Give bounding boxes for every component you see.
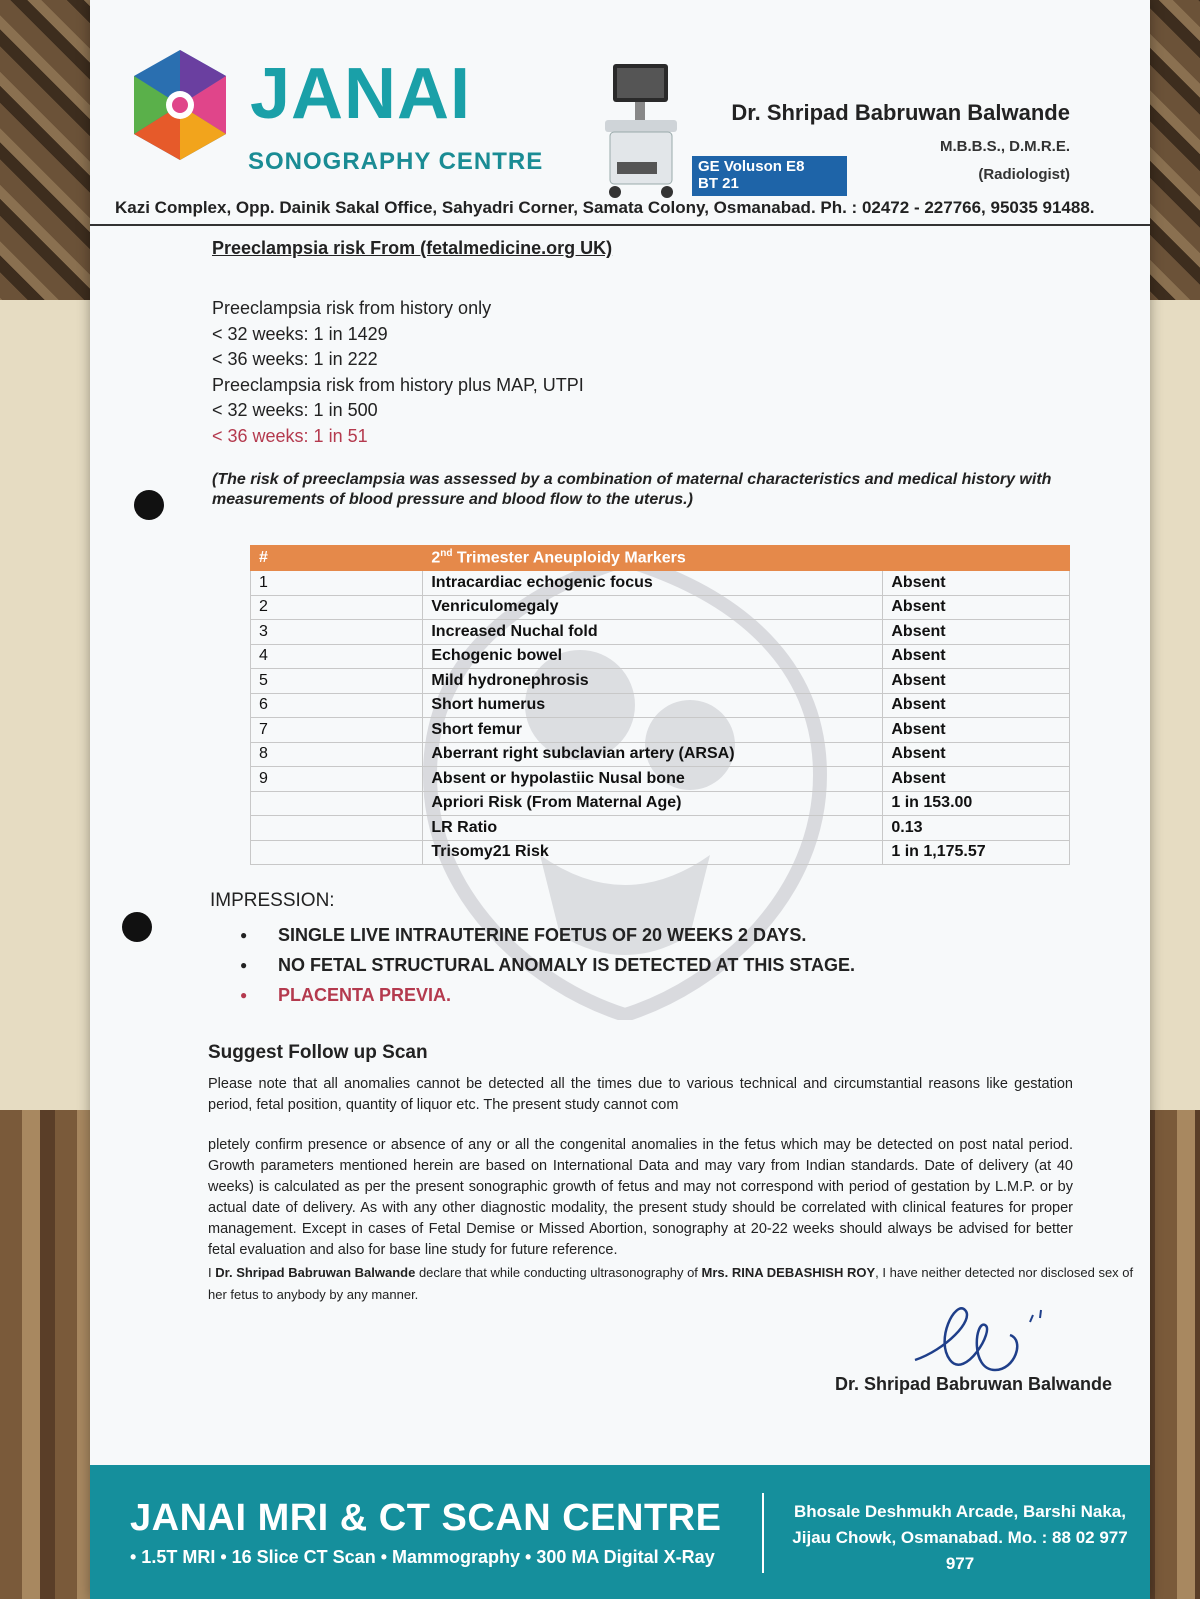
impression-item: ● SINGLE LIVE INTRAUTERINE FOETUS OF 20 WEEKS 2 DAYS. xyxy=(240,920,855,950)
table-row xyxy=(251,693,1070,718)
table-header-row xyxy=(251,546,1070,571)
impression-title: IMPRESSION: xyxy=(210,890,335,911)
preeclampsia-risks xyxy=(212,296,584,449)
table-row xyxy=(251,644,1070,669)
doctor-degrees: M.B.B.S., D.M.R.E. xyxy=(939,138,1070,155)
marker-name: Apriori Risk (From Maternal Age) xyxy=(423,791,883,816)
impression-item: ● NO FETAL STRUCTURAL ANOMALY IS DETECTED AT THIS STAGE. xyxy=(240,950,855,980)
marker-result: Absent xyxy=(883,620,1070,645)
row-number: 7 xyxy=(251,718,423,743)
table-row xyxy=(251,840,1070,865)
footer-address-line2: Jijau Chowk, Osmanabad. Mo. : 88 02 977 977 xyxy=(792,1528,1128,1573)
footer-address-line1: Bhosale Deshmukh Arcade, Barshi Naka, xyxy=(794,1502,1126,1521)
table-row xyxy=(251,595,1070,620)
marker-name: Venriculomegaly xyxy=(423,595,883,620)
row-number: 3 xyxy=(251,620,423,645)
row-number: 8 xyxy=(251,742,423,767)
table-row xyxy=(251,571,1070,596)
impression-item: ● PLACENTA PREVIA. xyxy=(240,980,855,1010)
followup-title: Suggest Follow up Scan xyxy=(208,1042,428,1063)
signatory-name: Dr. Shripad Babruwan Balwande xyxy=(835,1374,1113,1394)
marker-result: Absent xyxy=(883,644,1070,669)
marker-name: Echogenic bowel xyxy=(423,644,883,669)
impression-list xyxy=(240,920,855,1010)
ultrasound-machine-icon xyxy=(595,62,690,202)
column-header-markers: 2nd Trimester Aneuploidy Markers xyxy=(423,546,1070,571)
marker-result: 0.13 xyxy=(883,816,1070,841)
marker-name: Trisomy21 Risk xyxy=(423,840,883,865)
table-row xyxy=(251,742,1070,767)
preeclampsia-title: Preeclampsia risk From (fetalmedicine.org UK) xyxy=(212,238,613,258)
header-divider xyxy=(90,224,1150,226)
machine-version: BT 21 xyxy=(698,175,739,192)
table-row xyxy=(251,620,1070,645)
brand-subtitle: SONOGRAPHY CENTRE xyxy=(248,148,544,175)
row-number xyxy=(251,791,423,816)
punch-hole xyxy=(122,912,152,942)
doctor-role: (Radiologist) xyxy=(978,166,1070,183)
marker-result: Absent xyxy=(883,571,1070,596)
marker-name: Intracardiac echogenic focus xyxy=(423,571,883,596)
marker-name: Increased Nuchal fold xyxy=(423,620,883,645)
machine-label xyxy=(692,156,847,196)
marker-result: Absent xyxy=(883,718,1070,743)
marker-name: Mild hydronephrosis xyxy=(423,669,883,694)
table-row xyxy=(251,767,1070,792)
aneuploidy-markers-table xyxy=(250,545,1070,865)
row-number: 9 xyxy=(251,767,423,792)
marker-name: LR Ratio xyxy=(423,816,883,841)
history-heading: Preeclampsia risk from history only xyxy=(212,298,492,318)
declaration: I Dr. Shripad Babruwan Balwande declare that while conducting ultrasonography of Mrs. RINA DEBASHISH ROY, I have neither detected nor disclosed sex of her fetus to anybody by any manner. xyxy=(208,1265,1134,1302)
report-paper xyxy=(90,0,1150,1599)
declaration-patient: Mrs. RINA DEBASHISH ROY xyxy=(701,1265,876,1280)
table-row xyxy=(251,816,1070,841)
marker-name: Short humerus xyxy=(423,693,883,718)
footer-address xyxy=(780,1499,1140,1577)
preeclampsia-note: (The risk of preeclampsia was assessed by a combination of maternal characteristics and medical history with measurements of blood pressure and blood flow to the uterus.) xyxy=(212,471,1052,508)
marker-result: Absent xyxy=(883,669,1070,694)
footer-centre-name: JANAI MRI & CT SCAN CENTRE xyxy=(130,1497,722,1539)
row-number: 6 xyxy=(251,693,423,718)
marker-result: Absent xyxy=(883,595,1070,620)
marker-result: 1 in 1,175.57 xyxy=(883,840,1070,865)
table-row xyxy=(251,718,1070,743)
brand-name: JANAI xyxy=(250,54,472,134)
doctor-name: Dr. Shripad Babruwan Balwande xyxy=(731,100,1070,125)
footer-divider xyxy=(762,1493,764,1573)
marker-name: Short femur xyxy=(423,718,883,743)
row-number xyxy=(251,840,423,865)
marker-result: Absent xyxy=(883,693,1070,718)
history-36-weeks: < 36 weeks: 1 in 222 xyxy=(212,349,378,369)
table-row xyxy=(251,669,1070,694)
marker-name: Absent or hypolastiic Nusal bone xyxy=(423,767,883,792)
marker-name: Aberrant right subclavian artery (ARSA) xyxy=(423,742,883,767)
marker-result: 1 in 153.00 xyxy=(883,791,1070,816)
row-number: 1 xyxy=(251,571,423,596)
machine-model: GE Voluson E8 xyxy=(698,158,805,175)
history-32-weeks: < 32 weeks: 1 in 1429 xyxy=(212,323,388,344)
footer-banner xyxy=(90,1465,1150,1599)
punch-hole xyxy=(134,490,164,520)
map-32-weeks: < 32 weeks: 1 in 500 xyxy=(212,400,378,420)
declaration-doctor: Dr. Shripad Babruwan Balwande xyxy=(215,1265,416,1280)
row-number: 4 xyxy=(251,644,423,669)
row-number: 5 xyxy=(251,669,423,694)
marker-result: Absent xyxy=(883,767,1070,792)
map-36-weeks: < 36 weeks: 1 in 51 xyxy=(212,425,368,446)
janai-logo-icon xyxy=(130,48,230,163)
map-heading: Preeclampsia risk from history plus MAP, UTPI xyxy=(212,374,584,395)
disclaimer-paragraph-1: Please note that all anomalies cannot be detected all the times due to various technical and circumstantial reasons like gestation period, fetal position, quantity of liquor etc. The present study cannot com xyxy=(208,1076,1073,1113)
clinic-address: Kazi Complex, Opp. Dainik Sakal Office, Sahyadri Corner, Samata Colony, Osmanabad. Ph. : 02472 - 227766, 95035 91488. xyxy=(115,198,1095,217)
table-row xyxy=(251,791,1070,816)
row-number: 2 xyxy=(251,595,423,620)
row-number xyxy=(251,816,423,841)
marker-result: Absent xyxy=(883,742,1070,767)
disclaimer-paragraph-2: pletely confirm presence or absence of any or all the congenital anomalies in the fetus which may be detected on post natal period. Growth parameters mentioned herein are based on International Data and may vary from Indian standards. Date of delivery (at 40 weeks) is calculated as per the present sonographic growth of fetus and may not correspond with period of gestation by L.M.P. or by actual date of delivery. As with any other diagnostic modality, the present study should be correlated with clinical features for proper management. Except in cases of Fetal Demise or Missed Abortion, sonography at 20-22 weeks should always be advised for better fetal evaluation and also for base line study for future reference. xyxy=(208,1137,1073,1258)
column-header-number: # xyxy=(251,546,423,571)
footer-services: • 1.5T MRI • 16 Slice CT Scan • Mammography • 300 MA Digital X-Ray xyxy=(130,1547,715,1567)
